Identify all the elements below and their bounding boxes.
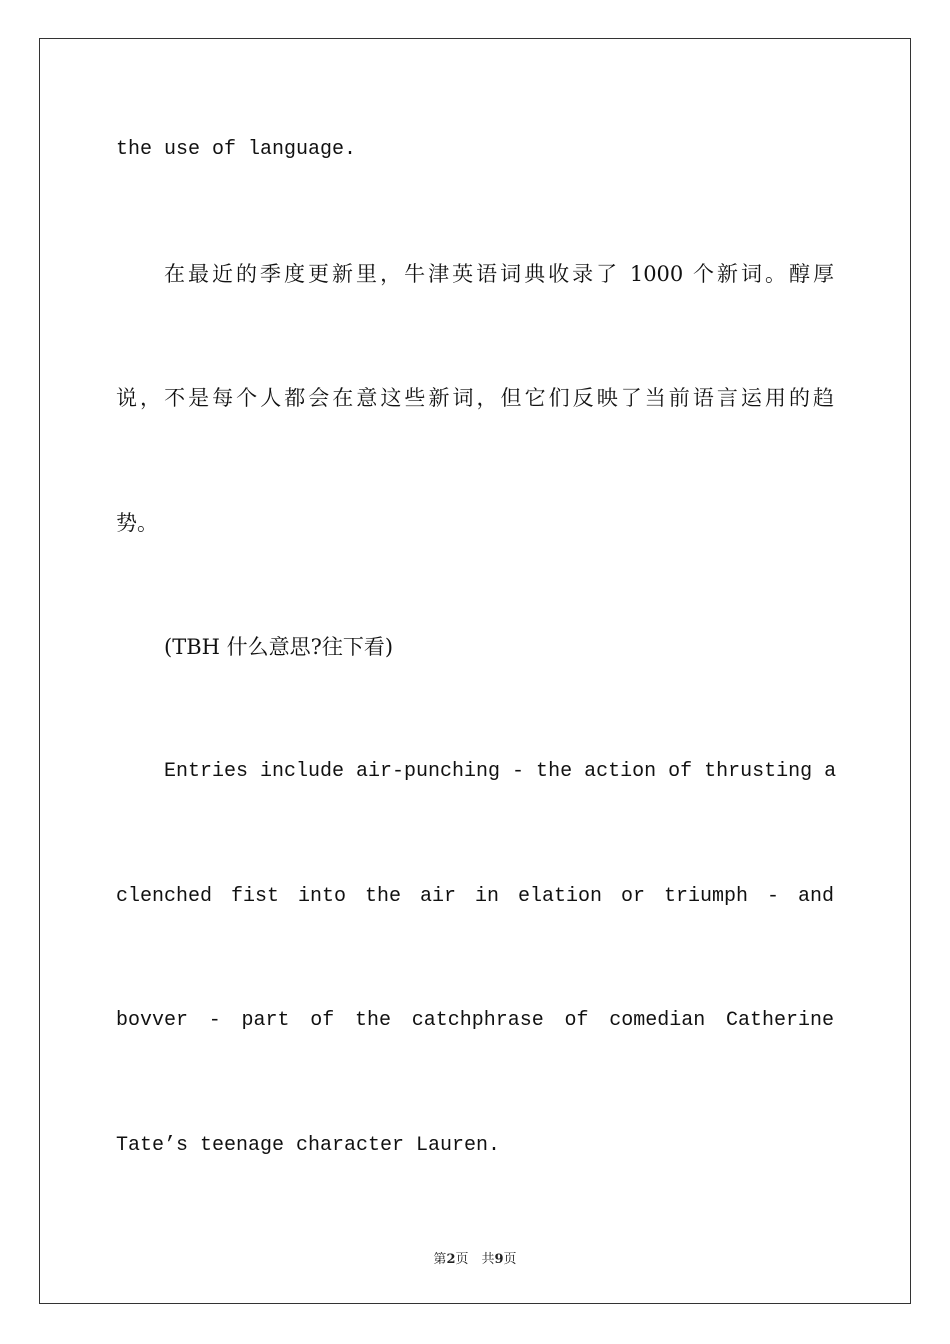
- footer-mid: 页 共: [455, 1252, 495, 1267]
- paragraph-line: the use of language.: [116, 138, 357, 161]
- paragraph-line: (TBH 什么意思?往下看): [164, 635, 394, 659]
- footer-prefix: 第: [433, 1252, 447, 1267]
- paragraph-line: clenched fist into the air in elation or triumph - and: [116, 885, 834, 908]
- paragraph-line: Tate’s teenage character Lauren.: [116, 1134, 501, 1157]
- paragraph-line: Entries include air-punching - the action of thrusting a: [164, 760, 837, 783]
- paragraph-line: 说，不是每个人都会在意这些新词，但它们反映了当前语言运用的趋: [116, 386, 834, 410]
- paragraph-line: bovver - part of the catchphrase of comedian Catherine: [116, 1009, 834, 1032]
- footer-suffix: 页: [503, 1252, 517, 1267]
- paragraph-line: 在最近的季度更新里，牛津英语词典收录了 1000 个新词。醇厚: [164, 262, 834, 286]
- footer-page-number: 2: [446, 1252, 456, 1267]
- page-border: [39, 38, 911, 1304]
- footer-total-pages: 9: [494, 1252, 504, 1267]
- page-footer: [0, 1248, 950, 1267]
- paragraph-line: 势。: [116, 511, 158, 535]
